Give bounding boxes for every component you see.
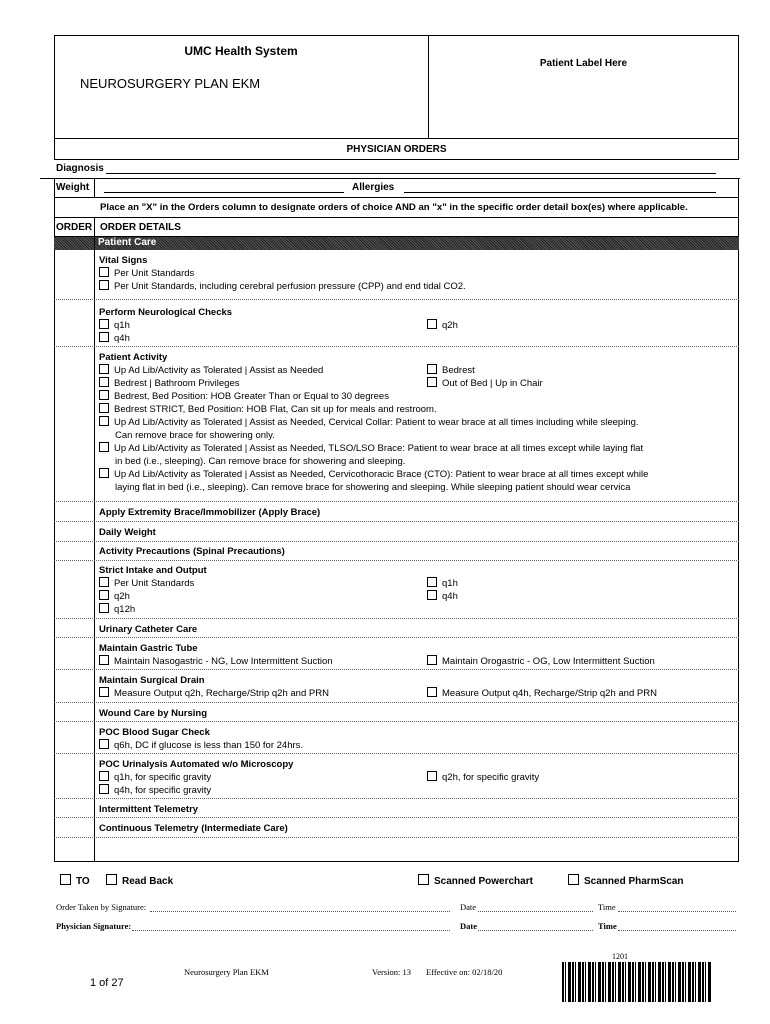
row-divider [54, 637, 739, 638]
diagnosis-label: Diagnosis [56, 163, 104, 174]
instruction: Place an "X" in the Orders column to designate orders of choice AND an "x" in the specific order detail box(es) where applicable. [100, 202, 688, 213]
option-label: Maintain Nasogastric - NG, Low Intermittent Suction [114, 656, 333, 667]
activity-opt-5[interactable] [99, 416, 639, 429]
option-label: q4h, for specific gravity [114, 785, 212, 796]
physician-date-field[interactable] [478, 922, 593, 931]
checkbox-icon[interactable] [99, 655, 109, 665]
drain-title: Maintain Surgical Drain [99, 675, 205, 686]
checkbox-icon[interactable] [99, 364, 109, 374]
option-label: q1h [114, 320, 130, 331]
checkbox-icon[interactable] [99, 280, 109, 290]
checkbox-icon[interactable] [99, 687, 109, 697]
physician-date-label: Date [460, 921, 477, 931]
vital-opt-2[interactable] [99, 280, 466, 293]
option-label: Bedrest, Bed Position: HOB Greater Than or Equal to 30 degrees [114, 391, 389, 402]
order-taken-label: Order Taken by Signature: [56, 902, 147, 912]
option-label: Per Unit Standards [114, 268, 195, 279]
physician-time-field[interactable] [618, 922, 736, 931]
vital-title: Vital Signs [99, 255, 148, 266]
neuro-opt-q1h[interactable] [99, 319, 130, 332]
activity-opt-oob[interactable] [427, 377, 543, 390]
option-label: Bedrest STRICT, Bed Position: HOB Flat, Can sit up for meals and restroom. [114, 404, 437, 415]
checkbox-icon[interactable] [427, 577, 437, 587]
version: Version: 13 [372, 967, 411, 977]
physician-signature-label: Physician Signature: [56, 921, 132, 931]
weight-field[interactable] [104, 183, 344, 193]
gastric-title: Maintain Gastric Tube [99, 643, 198, 654]
io-title: Strict Intake and Output [99, 565, 207, 576]
urinalysis-title: POC Urinalysis Automated w/o Microscopy [99, 759, 294, 770]
io-opt-q12h[interactable] [99, 603, 135, 616]
checkbox-icon[interactable] [99, 442, 109, 452]
checkbox-icon[interactable] [99, 577, 109, 587]
row-divider [54, 669, 739, 670]
checkbox-icon[interactable] [418, 874, 429, 885]
neuro-opt-q4h[interactable] [99, 332, 130, 345]
urinalysis-opt-q2h[interactable] [427, 771, 539, 784]
option-label: q1h [442, 578, 458, 589]
col-rule [94, 178, 95, 198]
row-divider [54, 753, 739, 754]
allergies-label: Allergies [352, 182, 395, 193]
checkbox-icon[interactable] [427, 771, 437, 781]
option-label: Measure Output q2h, Recharge/Strip q2h and PRN [114, 688, 329, 699]
scanned-pharmscan-checkbox[interactable] [568, 874, 683, 887]
intermittent-telemetry: Intermittent Telemetry [99, 804, 199, 815]
vital-opt-1[interactable] [99, 267, 194, 280]
row-divider [54, 541, 739, 542]
checkbox-icon[interactable] [99, 416, 109, 426]
extremity-brace: Apply Extremity Brace/Immobilizer (Apply Brace) [99, 507, 321, 518]
activity-opt-bedrest[interactable] [427, 364, 475, 377]
read-back-label: Read Back [122, 876, 174, 887]
order-column-rule [94, 218, 95, 862]
io-opt-1[interactable] [99, 577, 194, 590]
checkbox-icon[interactable] [427, 377, 437, 387]
checkbox-icon[interactable] [99, 390, 109, 400]
activity-precautions: Activity Precautions (Spinal Precautions) [99, 546, 285, 557]
row-divider [54, 817, 739, 818]
row-divider [54, 346, 739, 347]
category-label: Patient Care [98, 237, 157, 248]
barcode-icon [562, 962, 712, 1002]
checkbox-icon[interactable] [99, 332, 109, 342]
neuro-opt-q2h[interactable] [427, 319, 458, 332]
option-label: q12h [114, 604, 136, 615]
activity-opt-7-cont: laying flat in bed (i.e., sleeping). Can remove brace for showering and sleeping. While sleeping patient should wear cervica [115, 482, 631, 493]
io-opt-q4h[interactable] [427, 590, 458, 603]
activity-opt-3[interactable] [99, 390, 389, 403]
order-date-field[interactable] [478, 903, 593, 912]
urinary-catheter: Urinary Catheter Care [99, 624, 198, 635]
header-divider [428, 35, 429, 139]
checkbox-icon[interactable] [99, 739, 109, 749]
activity-opt-1[interactable] [99, 364, 323, 377]
scanned-powerchart-checkbox[interactable] [418, 874, 533, 887]
row-divider [54, 837, 739, 838]
urinalysis-opt-q1h[interactable] [99, 771, 211, 784]
order-time-field[interactable] [618, 903, 736, 912]
checkbox-icon[interactable] [427, 687, 437, 697]
option-label: Up Ad Lib/Activity as Tolerated | Assist as Needed, Cervicothoracic Brace (CTO): Patient to wear brace at all times except while [114, 469, 649, 480]
option-label: Bedrest | Bathroom Privileges [114, 378, 240, 389]
physician-signature[interactable] [132, 922, 450, 931]
poc-opt-q6h[interactable] [99, 739, 303, 752]
scanned-powerchart-label: Scanned Powerchart [434, 876, 533, 887]
row-divider [54, 798, 739, 799]
to-checkbox[interactable] [60, 874, 90, 887]
option-label: Measure Output q4h, Recharge/Strip q2h and PRN [442, 688, 657, 699]
checkbox-icon[interactable] [568, 874, 579, 885]
to-label: TO [76, 876, 90, 887]
checkbox-icon[interactable] [99, 784, 109, 794]
checkbox-icon[interactable] [99, 319, 109, 329]
col-details: ORDER DETAILS [100, 222, 181, 233]
allergies-field[interactable] [404, 183, 716, 193]
checkbox-icon[interactable] [427, 364, 437, 374]
io-opt-q1h[interactable] [427, 577, 458, 590]
checkbox-icon[interactable] [99, 267, 109, 277]
read-back-checkbox[interactable] [106, 874, 173, 887]
drain-opt-q4h[interactable] [427, 687, 657, 700]
option-label: Up Ad Lib/Activity as Tolerated | Assist as Needed [114, 365, 324, 376]
checkbox-icon[interactable] [427, 319, 437, 329]
option-label: Up Ad Lib/Activity as Tolerated | Assist as Needed, TLSO/LSO Brace: Patient to wear brace at all times except while laying flat [114, 443, 644, 454]
physician-time-label: Time [598, 921, 617, 931]
neuro-title: Perform Neurological Checks [99, 307, 233, 318]
page-number: 1 of 27 [90, 977, 124, 989]
option-label: q4h [114, 333, 130, 344]
urinalysis-opt-q4h[interactable] [99, 784, 211, 797]
row-divider [54, 299, 739, 300]
checkbox-icon[interactable] [99, 603, 109, 613]
col-order: ORDER [56, 222, 93, 233]
checkbox-icon[interactable] [99, 590, 109, 600]
barcode-number: 1201 [612, 952, 628, 961]
doc-name: Neurosurgery Plan EKM [184, 967, 269, 977]
row-divider [54, 560, 739, 561]
option-label: q2h [114, 591, 130, 602]
drain-opt-q2h[interactable] [99, 687, 329, 700]
activity-opt-5-cont: Can remove brace for showering only. [115, 430, 275, 441]
plan-title: NEUROSURGERY PLAN EKM [80, 76, 261, 91]
date-label: Date [460, 902, 477, 912]
checkbox-icon[interactable] [99, 771, 109, 781]
diagnosis-field[interactable] [106, 164, 716, 174]
checkbox-icon[interactable] [427, 590, 437, 600]
checkbox-icon[interactable] [427, 655, 437, 665]
option-label: Up Ad Lib/Activity as Tolerated | Assist as Needed, Cervical Collar: Patient to wear brace at all times including while sleeping. [114, 417, 639, 428]
org-name: UMC Health System [184, 44, 298, 58]
option-label: Bedrest [442, 365, 475, 376]
option-label: Per Unit Standards, including cerebral perfusion pressure (CPP) and end tidal CO2. [114, 281, 466, 292]
activity-title: Patient Activity [99, 352, 168, 363]
row-divider [54, 501, 739, 502]
activity-opt-7[interactable] [99, 468, 648, 481]
option-label: Per Unit Standards [114, 578, 195, 589]
option-label: Maintain Orogastric - OG, Low Intermittent Suction [442, 656, 655, 667]
patient-label: Patient Label Here [539, 58, 628, 69]
option-label: q4h [442, 591, 458, 602]
activity-opt-4[interactable] [99, 403, 437, 416]
continuous-telemetry: Continuous Telemetry (Intermediate Care) [99, 823, 288, 834]
option-label: q1h, for specific gravity [114, 772, 212, 783]
checkbox-icon[interactable] [60, 874, 71, 885]
weight-label: Weight [56, 182, 90, 193]
time-label: Time [598, 902, 616, 912]
scanned-pharmscan-label: Scanned PharmScan [584, 876, 684, 887]
option-label: q6h, DC if glucose is less than 150 for 24hrs. [114, 740, 304, 751]
checkbox-icon[interactable] [99, 377, 109, 387]
poc-title: POC Blood Sugar Check [99, 727, 210, 738]
option-label: q2h, for specific gravity [442, 772, 540, 783]
wound-care: Wound Care by Nursing [99, 708, 208, 719]
gastric-opt-ng[interactable] [99, 655, 333, 668]
row-divider [54, 702, 739, 703]
activity-opt-2[interactable] [99, 377, 240, 390]
checkbox-icon[interactable] [99, 403, 109, 413]
checkbox-icon[interactable] [106, 874, 117, 885]
gastric-opt-og[interactable] [427, 655, 655, 668]
activity-opt-6[interactable] [99, 442, 643, 455]
daily-weight: Daily Weight [99, 527, 156, 538]
option-label: Out of Bed | Up in Chair [442, 378, 543, 389]
section-title: PHYSICIAN ORDERS [346, 144, 447, 155]
checkbox-icon[interactable] [99, 468, 109, 478]
row-divider [54, 721, 739, 722]
io-opt-q2h[interactable] [99, 590, 130, 603]
order-taken-signature[interactable] [150, 903, 450, 912]
row-divider [54, 618, 739, 619]
effective-date: Effective on: 02/18/20 [426, 967, 503, 977]
category-bar [54, 237, 739, 250]
activity-opt-6-cont: in bed (i.e., sleeping). Can remove brace for showering and sleeping. [115, 456, 406, 467]
row-divider [54, 521, 739, 522]
option-label: q2h [442, 320, 458, 331]
